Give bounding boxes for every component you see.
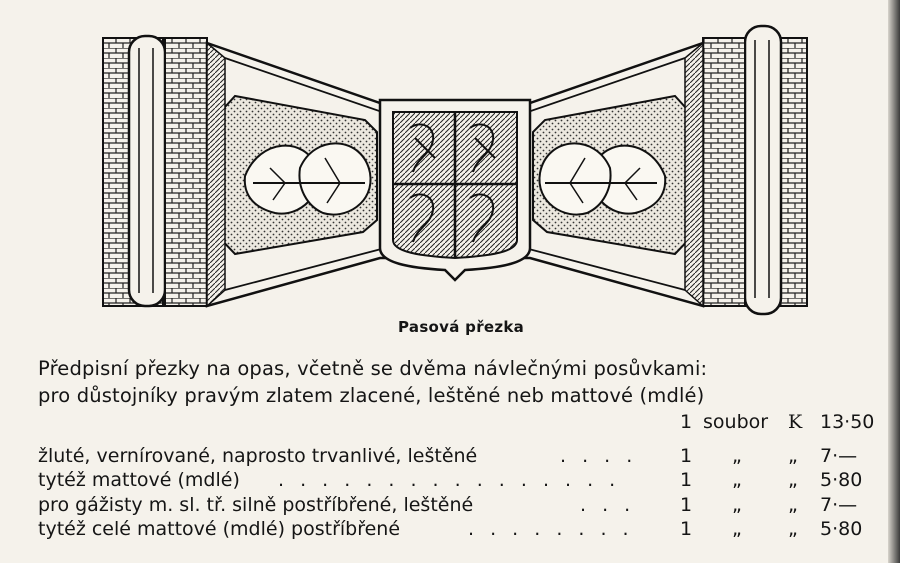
- price-row: [0, 445, 900, 471]
- price-row: [0, 469, 900, 495]
- item-description: pro gážisty m. sl. tř. silně postříbřené, leštěné: [38, 494, 474, 516]
- left-loop: [103, 36, 207, 306]
- quantity: 1: [680, 469, 693, 491]
- dot-leader: . . .: [580, 494, 636, 516]
- dot-leader: . . . . . . . . . . . . . . . .: [278, 469, 621, 491]
- belt-buckle-illustration: [95, 8, 815, 326]
- ditto-mark: „: [788, 518, 798, 540]
- intro-line-1: Předpisní přezky na opas, včetně se dvěma návlečnými posůvkami:: [38, 357, 708, 380]
- price: 7·—: [820, 494, 858, 516]
- right-loop: [703, 26, 807, 314]
- dot-leader: . . . .: [560, 445, 638, 467]
- ditto-mark: „: [788, 469, 798, 491]
- coat-of-arms-shield: [380, 100, 530, 280]
- price-row: [0, 411, 900, 437]
- price-row: [0, 518, 900, 544]
- price: 5·80: [820, 518, 863, 540]
- price: 5·80: [820, 469, 863, 491]
- ditto-mark: „: [732, 494, 742, 516]
- illustration-caption: Pasová přezka: [398, 318, 525, 336]
- scan-edge-shadow: [888, 0, 900, 563]
- intro-line-2: pro důstojníky pravým zlatem zlacené, leštěné neb mattové (mdlé): [38, 384, 705, 407]
- price: 7·—: [820, 445, 858, 467]
- ditto-mark: „: [788, 445, 798, 467]
- ditto-mark: „: [732, 469, 742, 491]
- dot-leader: . . . . . . . .: [468, 518, 634, 540]
- ditto-mark: „: [788, 494, 798, 516]
- quantity: 1: [680, 445, 693, 467]
- item-description: žluté, vernírované, naprosto trvanlivé, leštěné: [38, 445, 478, 467]
- currency: K: [788, 411, 803, 433]
- item-description: tytéž mattové (mdlé): [38, 469, 240, 491]
- quantity: 1: [680, 494, 693, 516]
- ditto-mark: „: [732, 518, 742, 540]
- unit: soubor: [703, 411, 769, 433]
- quantity: 1: [680, 411, 693, 433]
- ditto-mark: „: [732, 445, 742, 467]
- item-description: tytéž celé mattové (mdlé) postříbřené: [38, 518, 401, 540]
- price: 13·50: [820, 411, 875, 433]
- price-row: [0, 494, 900, 520]
- quantity: 1: [680, 518, 693, 540]
